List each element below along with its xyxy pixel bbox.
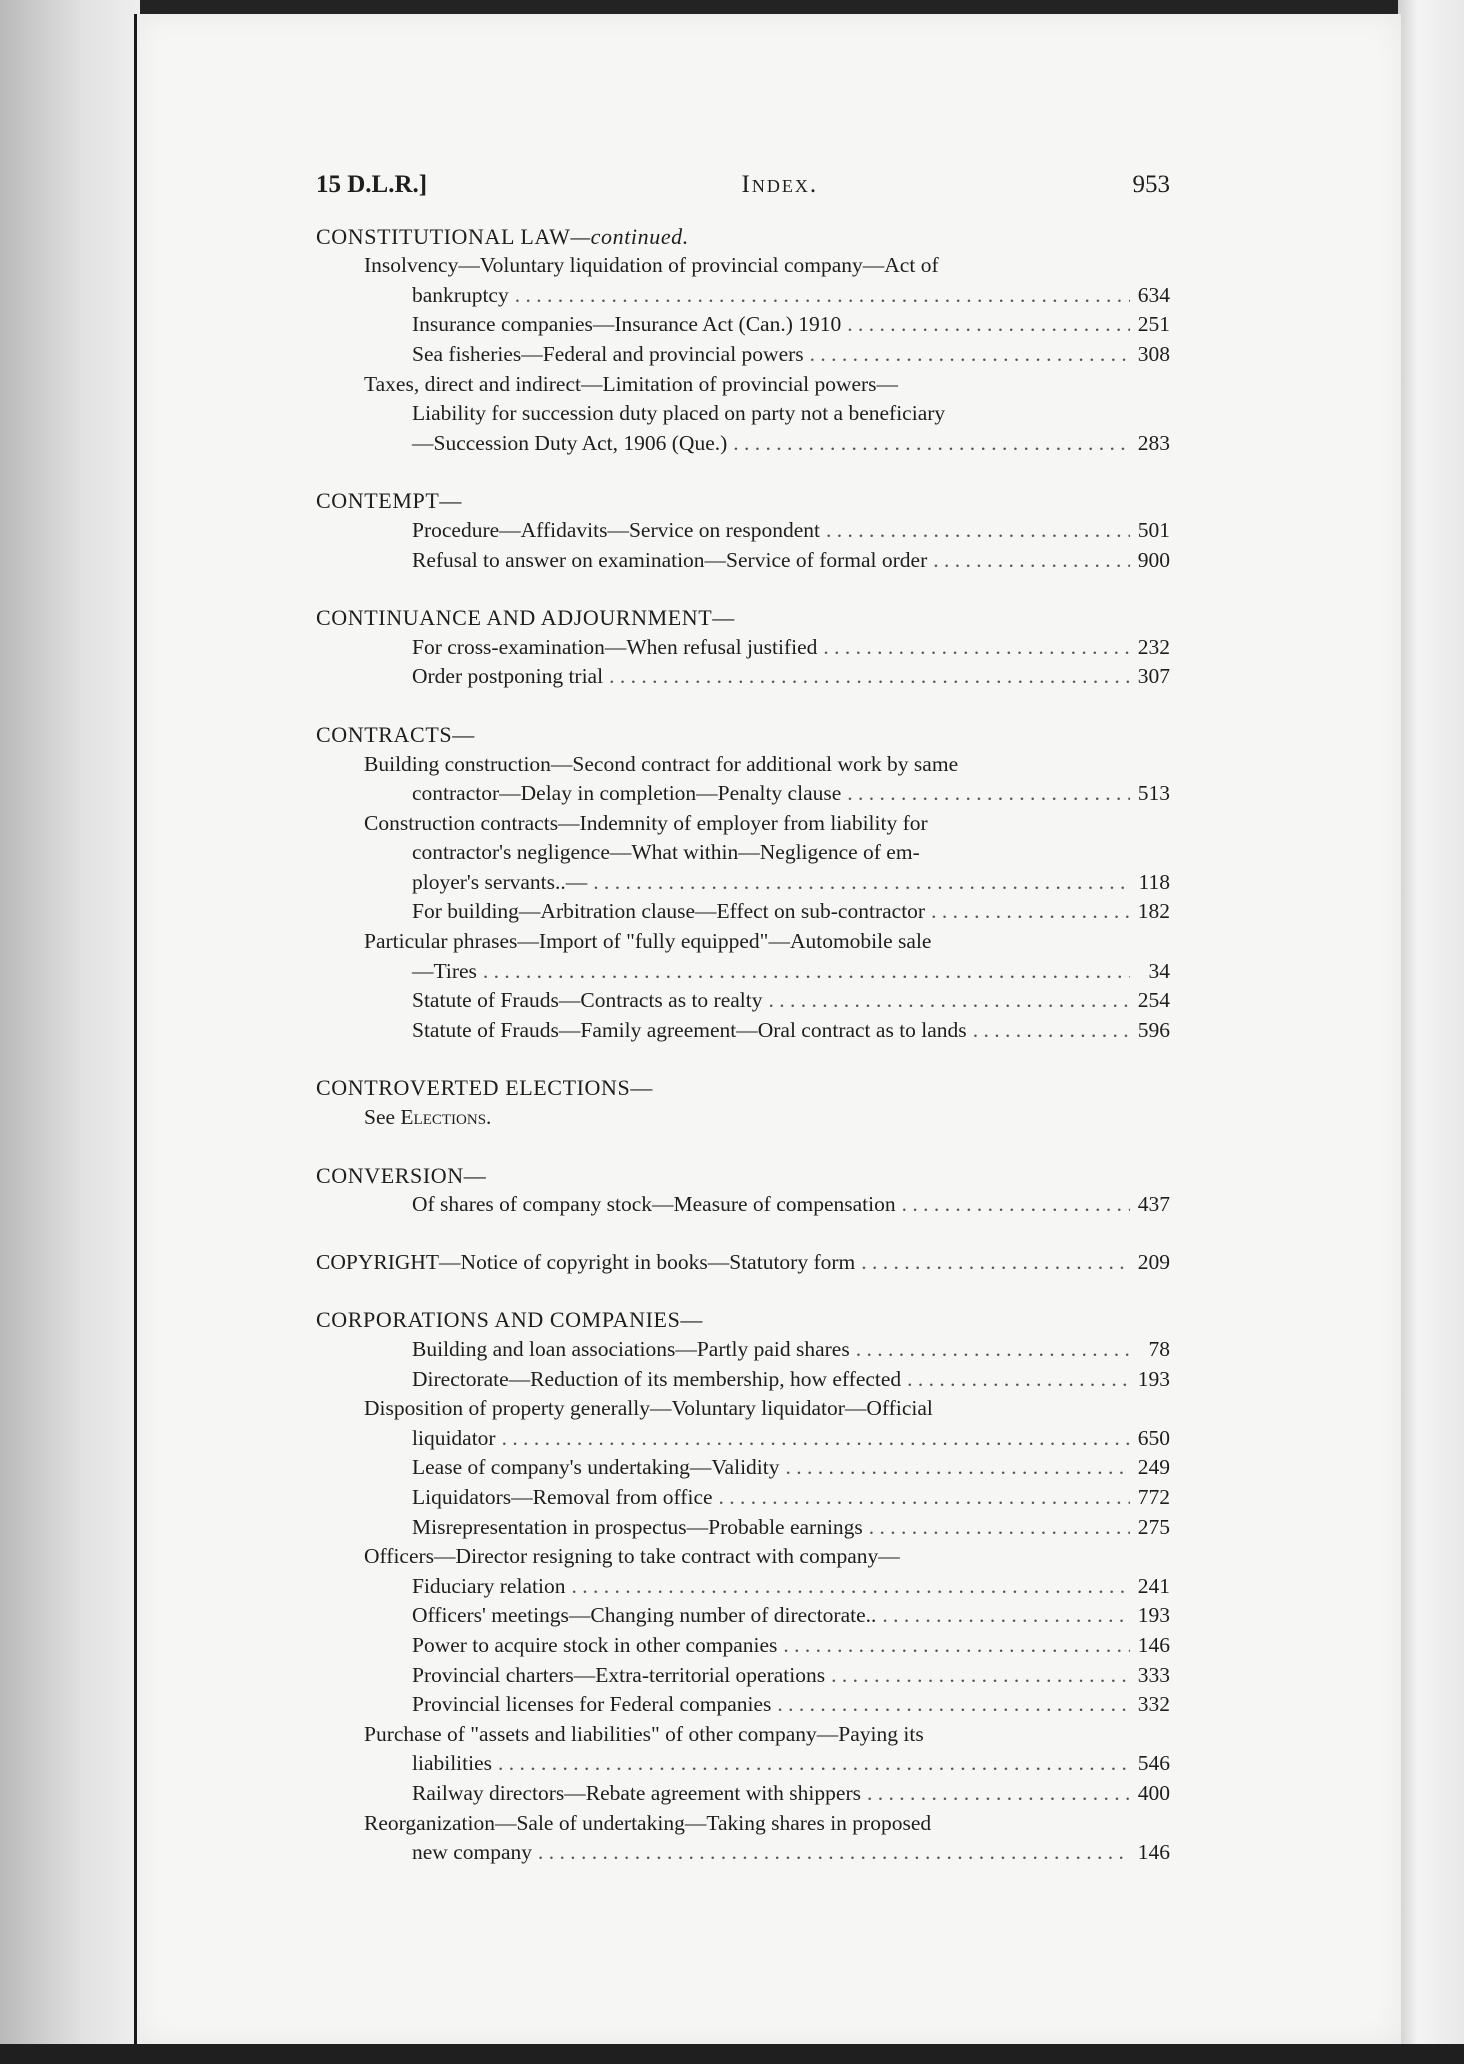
entry-page: 501 <box>1137 517 1170 542</box>
copyright-entry <box>316 1248 1170 1278</box>
entry-text: ployer's servants..— <box>412 869 588 894</box>
index-entry <box>316 1720 1170 1779</box>
section-entries <box>316 1335 1170 1868</box>
entry-final-line <box>412 1601 1170 1631</box>
entry-final-line <box>412 1424 1170 1454</box>
entry-line: Construction contracts—Indemnity of employer from liability for <box>364 810 928 835</box>
entry-page: 34 <box>1148 958 1170 983</box>
leader-dots <box>502 1424 1130 1454</box>
index-entry <box>316 1690 1170 1720</box>
entry-text: For building—Arbitration clause—Effect on sub-contractor <box>412 899 926 924</box>
index-entry <box>316 1483 1170 1513</box>
see-target: Elections. <box>400 1105 492 1130</box>
index-entry <box>316 1394 1170 1453</box>
leader-dots <box>769 986 1131 1016</box>
leader-dots <box>498 1749 1130 1779</box>
entry-page: 249 <box>1137 1455 1170 1480</box>
entry-text: liquidator <box>412 1425 496 1450</box>
leader-dots <box>907 1365 1130 1395</box>
entry-text: Officers' meetings—Changing number of directorate.. <box>412 1603 877 1628</box>
entry-line: Purchase of "assets and liabilities" of other company—Paying its <box>364 1721 924 1746</box>
entry-page: 146 <box>1137 1840 1170 1865</box>
leader-dots <box>785 1453 1130 1483</box>
entry-page: 772 <box>1137 1484 1170 1509</box>
index-section <box>316 1161 1170 1220</box>
leader-dots <box>869 1513 1130 1543</box>
entry-text: —Tires <box>412 958 477 983</box>
leader-dots <box>719 1483 1130 1513</box>
entry-text: liabilities <box>412 1751 493 1776</box>
scan-top-border <box>0 0 1464 14</box>
entry-final-line <box>412 1779 1170 1809</box>
index-entry <box>316 1365 1170 1395</box>
entry-page: 254 <box>1137 988 1170 1013</box>
index-entry <box>316 1601 1170 1631</box>
entry-final-line <box>412 1335 1170 1365</box>
index-entry <box>316 1779 1170 1809</box>
leader-dots <box>933 546 1130 576</box>
entry-text: Statute of Frauds—Contracts as to realty <box>412 988 763 1013</box>
index-entry <box>316 1016 1170 1046</box>
entry-line: Particular phrases—Import of "fully equipped"—Automobile sale <box>364 929 932 954</box>
entry-final-line <box>412 281 1170 311</box>
running-head <box>316 170 1170 200</box>
entry-wrapped-text <box>364 1809 1170 1839</box>
index-content <box>316 170 1170 1896</box>
index-entry <box>316 1661 1170 1691</box>
index-entry <box>316 897 1170 927</box>
entry-final-line <box>412 429 1170 459</box>
entry-line: Insolvency—Voluntary liquidation of provincial company—Act of <box>364 253 939 278</box>
running-title: Index. <box>741 171 819 198</box>
entry-page: 400 <box>1137 1780 1170 1805</box>
heading-text: CONVERSION— <box>316 1162 487 1188</box>
index-sections <box>316 222 1170 1220</box>
entry-page: 634 <box>1137 282 1170 307</box>
heading-text: CONTEMPT— <box>316 488 462 514</box>
leader-dots <box>856 1335 1130 1365</box>
entry-text: Liquidators—Removal from office <box>412 1484 713 1509</box>
leader-dots <box>823 633 1130 663</box>
entry-final-line <box>412 516 1170 546</box>
entry-text: Provincial licenses for Federal companies <box>412 1692 772 1717</box>
entry-text: Sea fisheries—Federal and provincial powers <box>412 341 804 366</box>
leader-dots <box>483 957 1130 987</box>
entry-page: 241 <box>1137 1573 1170 1598</box>
index-entry <box>316 370 1170 459</box>
leader-dots <box>931 897 1130 927</box>
entry-text: Insurance companies—Insurance Act (Can.) 1910 <box>412 312 842 337</box>
entry-wrapped-text <box>364 750 1170 780</box>
entry-page: 182 <box>1137 899 1170 924</box>
entry-line: Reorganization—Sale of undertaking—Taking shares in proposed <box>364 1810 932 1835</box>
entry-text: Railway directors—Rebate agreement with shippers <box>412 1780 861 1805</box>
entry-line: Liability for succession duty placed on party not a beneficiary <box>412 401 946 426</box>
copyright-section <box>316 1248 1170 1278</box>
entry-final-line <box>412 1190 1170 1220</box>
entry-text: COPYRIGHT—Notice of copyright in books—Statutory form <box>316 1249 856 1274</box>
cross-reference <box>316 1103 1170 1133</box>
entry-final-line <box>412 662 1170 692</box>
entry-text: bankruptcy <box>412 282 509 307</box>
entry-final-line <box>412 1365 1170 1395</box>
corporations-section <box>316 1305 1170 1867</box>
section-heading <box>316 1073 1170 1103</box>
entry-line: Taxes, direct and indirect—Limitation of provincial powers— <box>364 371 899 396</box>
entry-page: 437 <box>1137 1192 1170 1217</box>
index-entry <box>316 927 1170 986</box>
page-number: 953 <box>1132 171 1170 198</box>
leader-dots <box>902 1190 1130 1220</box>
index-section <box>316 603 1170 692</box>
index-section <box>316 222 1170 459</box>
scan-bottom-border <box>0 2044 1464 2064</box>
entry-text: Of shares of company stock—Measure of compensation <box>412 1192 896 1217</box>
leader-dots <box>515 281 1130 311</box>
index-entry <box>316 546 1170 576</box>
heading-text: CONTROVERTED ELECTIONS— <box>316 1075 653 1101</box>
entry-page: 232 <box>1137 634 1170 659</box>
section-heading <box>316 222 1170 252</box>
leader-dots <box>847 310 1130 340</box>
entry-wrapped-text <box>364 809 1170 868</box>
entry-final-line <box>412 1661 1170 1691</box>
section-heading <box>316 1161 1170 1191</box>
entry-wrapped-text <box>364 251 1170 281</box>
entry-final-line <box>412 1631 1170 1661</box>
entry-line: Officers—Director resigning to take contract with company— <box>364 1544 900 1569</box>
entry-page: 596 <box>1137 1017 1170 1042</box>
scan-left-margin <box>0 0 140 2064</box>
entry-page: 546 <box>1137 1751 1170 1776</box>
entry-final-line <box>412 1690 1170 1720</box>
entry-final-line <box>412 1453 1170 1483</box>
entry-page: 251 <box>1137 312 1170 337</box>
entry-final-line <box>412 897 1170 927</box>
index-entry <box>316 1542 1170 1601</box>
leader-dots <box>609 662 1130 692</box>
leader-dots <box>826 516 1130 546</box>
leader-dots <box>777 1690 1130 1720</box>
section-heading <box>316 603 1170 633</box>
entry-final-line <box>412 1483 1170 1513</box>
entry-page: 193 <box>1137 1603 1170 1628</box>
index-entry <box>316 1631 1170 1661</box>
entry-text: Refusal to answer on examination—Service of formal order <box>412 547 928 572</box>
index-entry <box>316 1809 1170 1868</box>
entry-wrapped-text <box>364 927 1170 957</box>
leader-dots <box>571 1572 1130 1602</box>
entry-page: 283 <box>1137 430 1170 455</box>
entry-page: 308 <box>1137 341 1170 366</box>
leader-dots <box>882 1601 1130 1631</box>
scan-right-margin <box>1398 0 1464 2064</box>
entry-final-line <box>412 957 1170 987</box>
index-entry <box>316 1513 1170 1543</box>
entry-line: Building construction—Second contract for additional work by same <box>364 751 959 776</box>
leader-dots <box>847 779 1130 809</box>
entry-final-line <box>412 546 1170 576</box>
entry-page: 332 <box>1137 1692 1170 1717</box>
heading-continued: —continued. <box>570 223 689 249</box>
entry-page: 307 <box>1137 664 1170 689</box>
leader-dots <box>538 1838 1130 1868</box>
index-entry <box>316 633 1170 663</box>
index-entry <box>316 516 1170 546</box>
entry-final-line <box>412 986 1170 1016</box>
entry-wrapped-text <box>364 1394 1170 1424</box>
entry-text: —Succession Duty Act, 1906 (Que.) <box>412 430 728 455</box>
index-entry <box>316 310 1170 340</box>
section-heading <box>316 720 1170 750</box>
entry-final-line <box>412 1838 1170 1868</box>
entry-final-line <box>412 633 1170 663</box>
entry-text: new company <box>412 1840 533 1865</box>
entry-line: Disposition of property generally—Voluntary liquidator—Official <box>364 1396 933 1421</box>
index-entry <box>316 1190 1170 1220</box>
entry-line: contractor's negligence—What within—Negligence of em- <box>412 840 920 865</box>
entry-final-line <box>412 310 1170 340</box>
index-entry <box>316 662 1170 692</box>
entry-page: 118 <box>1138 869 1170 894</box>
section-heading <box>316 486 1170 516</box>
entry-final-line <box>412 1513 1170 1543</box>
volume-reference: 15 D.L.R.] <box>316 171 428 198</box>
heading-text: CONSTITUTIONAL LAW <box>316 223 571 249</box>
entry-page: 78 <box>1148 1337 1170 1361</box>
see-prefix: See <box>364 1105 401 1130</box>
entry-page: 193 <box>1137 1366 1170 1391</box>
entry-text: Lease of company's undertaking—Validity <box>412 1455 780 1480</box>
entry-final-line <box>412 340 1170 370</box>
leader-dots <box>593 868 1130 898</box>
entry-final-line <box>412 1749 1170 1779</box>
index-entry <box>316 1335 1170 1365</box>
entry-text: Power to acquire stock in other companies <box>412 1632 778 1657</box>
entry-text: contractor—Delay in completion—Penalty clause <box>412 781 842 806</box>
index-entry <box>316 809 1170 898</box>
entry-page: 146 <box>1137 1632 1170 1657</box>
entry-wrapped-text <box>364 1720 1170 1750</box>
heading-text: CONTINUANCE AND ADJOURNMENT— <box>316 605 735 631</box>
index-entry <box>316 986 1170 1016</box>
index-entry <box>316 251 1170 310</box>
entry-final-line <box>412 1016 1170 1046</box>
index-section <box>316 720 1170 1046</box>
entry-text: Directorate—Reduction of its membership, how effected <box>412 1366 902 1391</box>
entry-text: Procedure—Affidavits—Service on respondent <box>412 517 820 542</box>
entry-wrapped-text <box>364 1542 1170 1572</box>
section-heading: CORPORATIONS AND COMPANIES— <box>316 1307 704 1333</box>
entry-page: 275 <box>1137 1514 1170 1539</box>
index-section <box>316 1073 1170 1132</box>
heading-text: CONTRACTS— <box>316 721 475 747</box>
entry-final-line <box>412 1572 1170 1602</box>
entry-text: Statute of Frauds—Family agreement—Oral contract as to lands <box>412 1017 967 1042</box>
leader-dots <box>783 1631 1130 1661</box>
leader-dots <box>733 429 1130 459</box>
entry-text: Building and loan associations—Partly paid shares <box>412 1337 850 1361</box>
index-entry <box>316 340 1170 370</box>
leader-dots <box>861 1248 1130 1278</box>
index-entry <box>316 1453 1170 1483</box>
leader-dots <box>831 1661 1130 1691</box>
entry-page: 209 <box>1137 1249 1170 1274</box>
entry-page: 333 <box>1137 1662 1170 1687</box>
index-section <box>316 486 1170 575</box>
leader-dots <box>867 1779 1130 1809</box>
entry-text: Fiduciary relation <box>412 1573 566 1598</box>
entry-page: 650 <box>1137 1425 1170 1450</box>
index-entry <box>316 750 1170 809</box>
leader-dots <box>973 1016 1130 1046</box>
entry-page: 900 <box>1137 547 1170 572</box>
leader-dots <box>810 340 1130 370</box>
entry-text: For cross-examination—When refusal justified <box>412 634 818 659</box>
entry-text: Order postponing trial <box>412 664 604 689</box>
entry-text: Misrepresentation in prospectus—Probable earnings <box>412 1514 863 1539</box>
entry-text: Provincial charters—Extra-territorial operations <box>412 1662 826 1687</box>
entry-final-line <box>412 868 1170 898</box>
entry-wrapped-text <box>364 370 1170 429</box>
entry-final-line <box>412 779 1170 809</box>
entry-page: 513 <box>1137 781 1170 806</box>
